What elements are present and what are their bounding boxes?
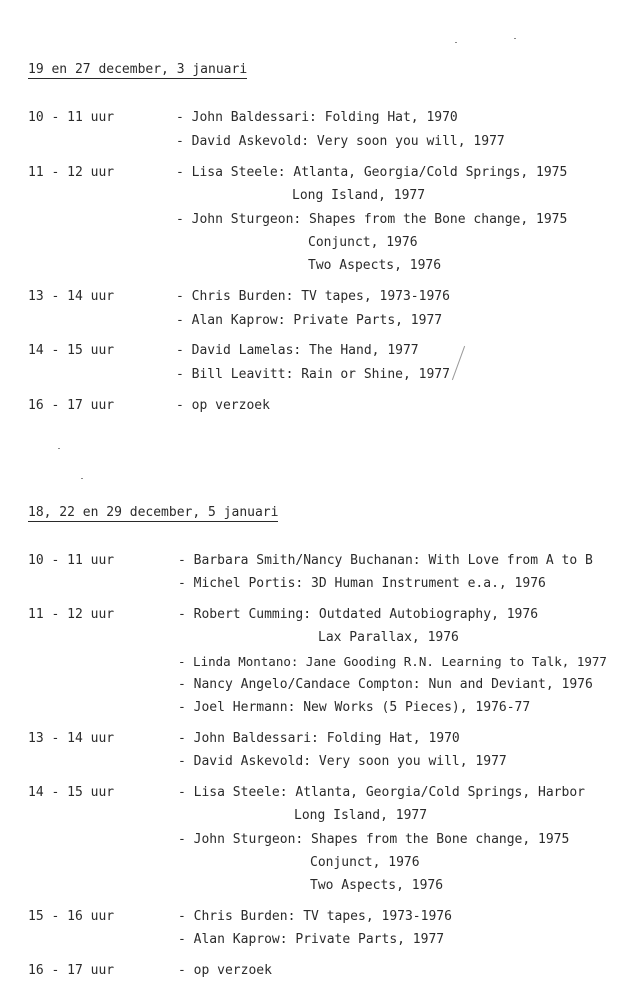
section-1-entry: - John Sturgeon: Shapes from the Bone change, 1975 (176, 212, 568, 227)
scan-speck (58, 448, 60, 449)
section-2-time-1: 10 - 11 uur (28, 553, 115, 568)
section-1-entry: - Alan Kaprow: Private Parts, 1977 (176, 313, 443, 328)
section-1-entry: - David Lamelas: The Hand, 1977 (176, 343, 419, 358)
section-1-entry: - Bill Leavitt: Rain or Shine, 1977 (176, 367, 450, 382)
section-1-time-4: 14 - 15 uur (28, 343, 115, 358)
section-2-time-6: 16 - 17 uur (28, 963, 115, 978)
section-2-entry-cont: Long Island, 1977 (294, 808, 428, 823)
section-1-entry: - Chris Burden: TV tapes, 1973-1976 (176, 289, 450, 304)
section-1-entry: - Lisa Steele: Atlanta, Georgia/Cold Springs, 1975 (176, 165, 568, 180)
section-2-entry-cont: Lax Parallax, 1976 (318, 630, 459, 645)
section-2-entry: - David Askevold: Very soon you will, 1977 (178, 754, 507, 769)
section-2-entry: - Lisa Steele: Atlanta, Georgia/Cold Springs, Harbor (178, 785, 585, 800)
scan-stroke (452, 346, 465, 380)
section-1-heading: 19 en 27 december, 3 januari (28, 62, 248, 77)
section-2-entry-cont: Conjunct, 1976 (310, 855, 420, 870)
section-1-entry: - John Baldessari: Folding Hat, 1970 (176, 110, 458, 125)
section-2-entry: - John Sturgeon: Shapes from the Bone change, 1975 (178, 832, 570, 847)
section-2-time-2: 11 - 12 uur (28, 607, 115, 622)
section-2-entry: - Robert Cumming: Outdated Autobiography, 1976 (178, 607, 539, 622)
section-2-heading: 18, 22 en 29 december, 5 januari (28, 505, 279, 520)
section-2-entry: - Linda Montano: Jane Gooding R.N. Learning to Talk, 1977 (178, 654, 607, 669)
section-1-time-3: 13 - 14 uur (28, 289, 115, 304)
scan-speck (514, 38, 516, 39)
section-1-entry: - op verzoek (176, 398, 270, 413)
section-2-entry: - Joel Hermann: New Works (5 Pieces), 1976-77 (178, 700, 531, 715)
section-2-entry-cont: Two Aspects, 1976 (310, 878, 444, 893)
section-2-entry: - Nancy Angelo/Candace Compton: Nun and Deviant, 1976 (178, 677, 593, 692)
section-1-time-1: 10 - 11 uur (28, 110, 115, 125)
section-1-time-5: 16 - 17 uur (28, 398, 115, 413)
section-2-time-4: 14 - 15 uur (28, 785, 115, 800)
section-2-entry: - Michel Portis: 3D Human Instrument e.a., 1976 (178, 576, 546, 591)
section-2-entry: - John Baldessari: Folding Hat, 1970 (178, 731, 460, 746)
section-2-time-3: 13 - 14 uur (28, 731, 115, 746)
section-2-entry: - Alan Kaprow: Private Parts, 1977 (178, 932, 445, 947)
section-1-time-2: 11 - 12 uur (28, 165, 115, 180)
section-1-entry-cont: Long Island, 1977 (292, 188, 426, 203)
scan-speck (455, 42, 457, 43)
section-2-time-5: 15 - 16 uur (28, 909, 115, 924)
section-2-entry: - Barbara Smith/Nancy Buchanan: With Love from A to B (178, 553, 593, 568)
section-2-entry: - Chris Burden: TV tapes, 1973-1976 (178, 909, 452, 924)
section-1-entry-cont: Two Aspects, 1976 (308, 258, 442, 273)
section-1-entry: - David Askevold: Very soon you will, 1977 (176, 134, 505, 149)
scan-speck (81, 478, 83, 479)
section-2-entry: - op verzoek (178, 963, 272, 978)
section-1-entry-cont: Conjunct, 1976 (308, 235, 418, 250)
